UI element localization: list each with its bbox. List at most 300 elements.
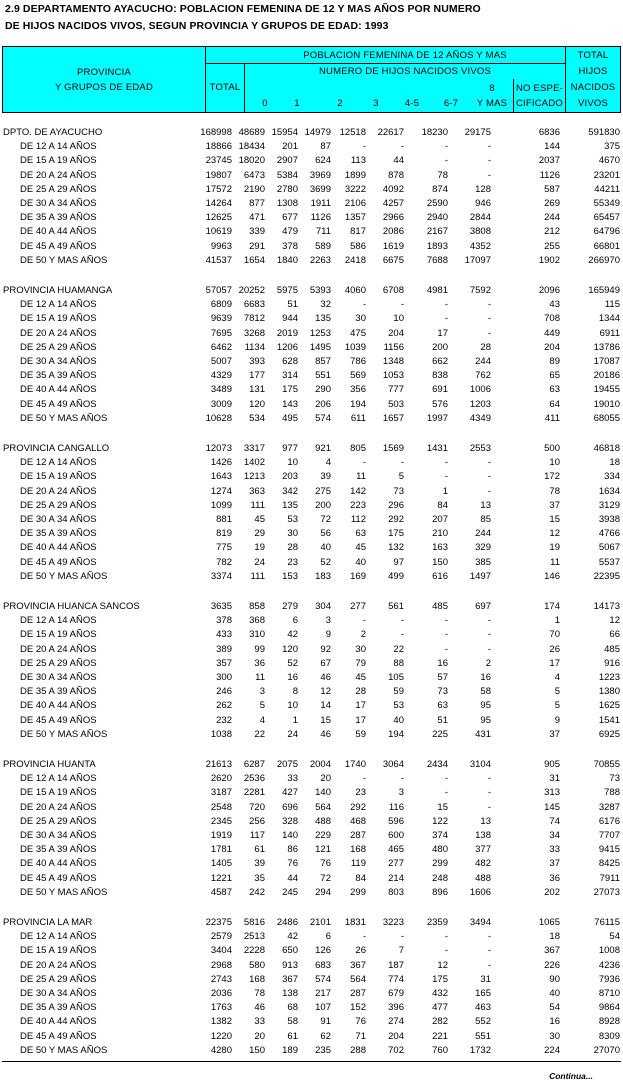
cell-value: 232 xyxy=(216,714,232,726)
row-label: DE 20 A 24 AÑOS xyxy=(20,485,97,497)
cell-value: 881 xyxy=(216,514,232,525)
cell-value: 37 xyxy=(549,728,560,740)
header-total-hijos-line-1: TOTAL xyxy=(577,50,609,61)
cell-value: 224 xyxy=(544,1044,560,1056)
cell-value: 269 xyxy=(544,198,560,209)
cell-value: 70 xyxy=(549,629,560,641)
cell-value: 120 xyxy=(282,643,298,655)
cell-value: 2096 xyxy=(538,285,560,296)
header-total-hijos-line-3: NACIDOS xyxy=(570,82,616,93)
cell-value: 471 xyxy=(249,212,265,224)
cell-value: 4 xyxy=(259,714,265,726)
cell-value: - xyxy=(487,169,491,181)
cell-value: 697 xyxy=(475,601,491,612)
age-group-row xyxy=(0,212,623,226)
row-label: DE 35 A 39 AÑOS xyxy=(20,212,97,224)
cell-value: 2536 xyxy=(243,773,265,785)
cell-value: - xyxy=(362,615,366,627)
cell-value: 26 xyxy=(355,945,366,957)
cell-value: 115 xyxy=(604,299,620,311)
cell-value: 45 xyxy=(355,542,366,554)
row-label: DE 40 A 44 AÑOS xyxy=(20,700,97,712)
cell-value: 59 xyxy=(393,686,404,698)
cell-value: 91 xyxy=(320,1016,331,1028)
cell-value: 22617 xyxy=(377,127,404,138)
cell-value: 2037 xyxy=(538,155,560,167)
cell-value: 819 xyxy=(216,528,232,540)
cell-value: 368 xyxy=(249,615,265,627)
cell-value: 204 xyxy=(388,327,404,339)
cell-value: 113 xyxy=(350,155,366,167)
age-group-row xyxy=(0,686,623,700)
cell-value: 1634 xyxy=(598,485,620,497)
cell-value: 37 xyxy=(549,499,560,511)
cell-value: 5975 xyxy=(276,285,298,296)
cell-value: 624 xyxy=(315,155,331,167)
cell-value: 5 xyxy=(554,700,560,712)
cell-value: 2359 xyxy=(426,917,448,928)
cell-value: 482 xyxy=(475,858,491,870)
row-label: DE 15 A 19 AÑOS xyxy=(20,945,97,957)
cell-value: 564 xyxy=(315,801,331,813)
table-title-line-2: DE HIJOS NACIDOS VIVOS, SEGUN PROVINCIA Y GRUPOS DE EDAD: 1993 xyxy=(5,20,389,32)
age-group-row xyxy=(0,356,623,370)
cell-value: 921 xyxy=(315,443,331,454)
cell-value: 15 xyxy=(549,514,560,525)
cell-value: 68 xyxy=(287,1002,298,1014)
cell-value: 221 xyxy=(432,1030,448,1042)
cell-value: 3222 xyxy=(344,183,366,195)
cell-value: 480 xyxy=(432,844,448,856)
cell-value: 16 xyxy=(437,657,448,669)
cell-value: 12518 xyxy=(339,127,366,138)
cell-value: 357 xyxy=(216,657,232,669)
cell-value: 5 xyxy=(259,700,265,712)
cell-value: 551 xyxy=(475,1030,491,1042)
cell-value: 6287 xyxy=(243,759,265,770)
row-label: DE 15 A 19 AÑOS xyxy=(20,629,97,641)
cell-value: 18230 xyxy=(421,127,448,138)
cell-value: 244 xyxy=(475,528,491,540)
cell-value: 7688 xyxy=(426,254,448,266)
cell-value: 64 xyxy=(549,398,560,410)
cell-value: 432 xyxy=(432,988,448,999)
cell-value: 175 xyxy=(282,384,298,396)
cell-value: - xyxy=(487,485,491,497)
cell-value: 874 xyxy=(432,183,448,195)
cell-value: 7936 xyxy=(598,973,620,985)
cell-value: 9864 xyxy=(598,1002,620,1014)
cell-value: 431 xyxy=(475,728,491,740)
cell-value: 1426 xyxy=(210,457,232,469)
cell-value: 169 xyxy=(350,570,366,582)
row-label: DE 50 Y MAS AÑOS xyxy=(20,254,108,266)
cell-value: 8309 xyxy=(598,1030,620,1042)
cell-value: 287 xyxy=(350,988,366,999)
cell-value: 3494 xyxy=(469,917,491,928)
row-label: DE 12 A 14 AÑOS xyxy=(20,457,97,469)
cell-value: - xyxy=(487,629,491,641)
cell-value: - xyxy=(487,327,491,339)
cell-value: - xyxy=(444,643,448,655)
cell-value: 10 xyxy=(287,700,298,712)
cell-value: 2590 xyxy=(426,198,448,209)
cell-value: 3404 xyxy=(210,945,232,957)
cell-value: 19 xyxy=(254,542,265,554)
cell-value: 33 xyxy=(254,1016,265,1028)
cell-value: 262 xyxy=(216,700,232,712)
header-col-6-7: 6-7 xyxy=(443,98,459,109)
cell-value: 1619 xyxy=(382,240,404,252)
cell-value: - xyxy=(444,931,448,943)
cell-value: 1654 xyxy=(243,254,265,266)
row-label: DE 25 A 29 AÑOS xyxy=(20,657,97,669)
cell-value: 74 xyxy=(549,815,560,827)
cell-value: 84 xyxy=(437,499,448,511)
row-label: DE 40 A 44 AÑOS xyxy=(20,858,97,870)
cell-value: 13 xyxy=(480,815,491,827)
cell-value: 57 xyxy=(437,672,448,683)
cell-value: 877 xyxy=(249,198,265,209)
age-group-row xyxy=(0,700,623,714)
cell-value: 63 xyxy=(437,700,448,712)
row-label: DE 40 A 44 AÑOS xyxy=(20,384,97,396)
cell-value: 145 xyxy=(544,801,560,813)
cell-value: 616 xyxy=(432,570,448,582)
cell-value: 3374 xyxy=(210,570,232,582)
cell-value: 2486 xyxy=(276,917,298,928)
cell-value: 45 xyxy=(355,672,366,683)
cell-value: 12 xyxy=(320,686,331,698)
cell-value: 2036 xyxy=(210,988,232,999)
age-group-row xyxy=(0,644,623,658)
cell-value: 62 xyxy=(320,1030,331,1042)
cell-value: 52 xyxy=(320,556,331,568)
cell-value: 44211 xyxy=(594,183,620,195)
cell-value: 23 xyxy=(287,556,298,568)
cell-value: 187 xyxy=(388,959,404,971)
age-group-row xyxy=(0,1002,623,1016)
cell-value: 367 xyxy=(282,973,298,985)
cell-value: 28 xyxy=(287,542,298,554)
cell-value: 142 xyxy=(350,485,366,497)
cell-value: 300 xyxy=(216,672,232,683)
cell-value: 576 xyxy=(432,398,448,410)
cell-value: - xyxy=(444,155,448,167)
cell-value: 111 xyxy=(250,570,265,582)
cell-value: 1893 xyxy=(426,240,448,252)
cell-value: 1156 xyxy=(383,341,404,353)
cell-value: 3009 xyxy=(210,398,232,410)
cell-value: 23745 xyxy=(205,155,232,167)
cell-value: 9 xyxy=(325,629,331,641)
cell-value: 73 xyxy=(609,773,620,785)
cell-value: 99 xyxy=(254,643,265,655)
cell-value: 1380 xyxy=(598,686,620,698)
cell-value: 6911 xyxy=(599,327,620,339)
age-group-row xyxy=(0,571,623,585)
cell-value: 183 xyxy=(315,570,331,582)
cell-value: 720 xyxy=(249,801,265,813)
cell-value: 30 xyxy=(355,313,366,325)
cell-value: 564 xyxy=(350,973,366,985)
row-label: DE 25 A 29 AÑOS xyxy=(20,341,97,353)
age-group-row xyxy=(0,486,623,500)
cell-value: 88 xyxy=(393,657,404,669)
cell-value: 2004 xyxy=(309,759,331,770)
cell-value: 8425 xyxy=(598,858,620,870)
cell-value: - xyxy=(362,773,366,785)
age-group-row xyxy=(0,988,623,1002)
cell-value: 463 xyxy=(475,1002,491,1014)
cell-value: 23 xyxy=(355,787,366,799)
age-group-row xyxy=(0,816,623,830)
cell-value: 18434 xyxy=(238,141,265,153)
cell-value: 153 xyxy=(282,570,298,582)
cell-value: 946 xyxy=(475,198,491,209)
cell-value: 1902 xyxy=(538,254,560,266)
cell-value: - xyxy=(444,773,448,785)
cell-value: 1126 xyxy=(539,169,560,181)
cell-value: 15 xyxy=(320,714,331,726)
cell-value: 143 xyxy=(282,398,298,410)
cell-value: 1402 xyxy=(243,457,265,469)
cell-value: 40 xyxy=(355,556,366,568)
cell-value: 916 xyxy=(604,657,620,669)
age-group-row xyxy=(0,858,623,872)
cell-value: 163 xyxy=(432,542,448,554)
cell-value: 5816 xyxy=(243,917,265,928)
cell-value: 56 xyxy=(320,528,331,540)
cell-value: 367 xyxy=(350,959,366,971)
cell-value: 189 xyxy=(282,1044,298,1056)
cell-value: 3129 xyxy=(598,499,620,511)
age-group-row xyxy=(0,629,623,643)
cell-value: 17 xyxy=(355,714,366,726)
cell-value: 9639 xyxy=(210,313,232,325)
age-group-row xyxy=(0,1031,623,1045)
cell-value: 495 xyxy=(282,412,298,424)
cell-value: 1763 xyxy=(210,1002,232,1014)
cell-value: 356 xyxy=(350,384,366,396)
cell-value: 150 xyxy=(432,556,448,568)
cell-value: 12 xyxy=(549,528,560,540)
cell-value: 569 xyxy=(350,370,366,382)
header-col-1: 1 xyxy=(294,98,300,109)
cell-value: 292 xyxy=(388,514,404,525)
cell-value: 3223 xyxy=(382,917,404,928)
cell-value: 782 xyxy=(216,556,232,568)
cell-value: 4352 xyxy=(469,240,491,252)
cell-value: 389 xyxy=(216,643,232,655)
cell-value: 1344 xyxy=(598,313,620,325)
cell-value: 172 xyxy=(544,471,560,483)
cell-value: 1 xyxy=(554,615,560,627)
cell-value: 310 xyxy=(249,629,265,641)
age-group-row xyxy=(0,960,623,974)
cell-value: 42 xyxy=(287,629,298,641)
cell-value: 20252 xyxy=(238,285,265,296)
row-label: DE 12 A 14 AÑOS xyxy=(20,141,97,153)
cell-value: 591830 xyxy=(588,127,620,138)
age-group-row xyxy=(0,141,623,155)
row-label: DE 30 A 34 AÑOS xyxy=(20,988,97,999)
cell-value: 43 xyxy=(549,299,560,311)
age-group-row xyxy=(0,658,623,672)
province-total-row xyxy=(0,759,623,773)
cell-value: - xyxy=(444,945,448,957)
cell-value: 363 xyxy=(249,485,265,497)
cell-value: 10619 xyxy=(205,226,232,238)
cell-value: 28 xyxy=(355,686,366,698)
cell-value: 78 xyxy=(437,169,448,181)
cell-value: 662 xyxy=(432,356,448,367)
cell-value: 95 xyxy=(480,714,491,726)
cell-value: 1840 xyxy=(276,254,298,266)
cell-value: 290 xyxy=(315,384,331,396)
cell-value: - xyxy=(487,155,491,167)
cell-value: 217 xyxy=(315,988,331,999)
cell-value: 48689 xyxy=(238,127,265,138)
row-label: PROVINCIA LA MAR xyxy=(3,917,93,928)
cell-value: 44 xyxy=(393,155,404,167)
province-total-row xyxy=(0,601,623,615)
cell-value: 3187 xyxy=(210,787,232,799)
cell-value: 255 xyxy=(544,240,560,252)
cell-value: - xyxy=(487,931,491,943)
cell-value: 1213 xyxy=(243,471,265,483)
header-col-4-5: 4-5 xyxy=(404,98,420,109)
age-group-row xyxy=(0,299,623,313)
age-group-row xyxy=(0,830,623,844)
cell-value: 342 xyxy=(282,485,298,497)
cell-value: 1382 xyxy=(210,1016,232,1028)
cell-value: 1039 xyxy=(344,341,366,353)
cell-value: 878 xyxy=(388,169,404,181)
cell-value: 64796 xyxy=(593,226,620,238)
cell-value: - xyxy=(444,457,448,469)
age-group-row xyxy=(0,873,623,887)
cell-value: 2281 xyxy=(243,787,265,799)
cell-value: 4092 xyxy=(382,183,404,195)
cell-value: 89 xyxy=(549,356,560,367)
cell-value: 30 xyxy=(287,528,298,540)
cell-value: 194 xyxy=(350,398,366,410)
cell-value: 1405 xyxy=(210,858,232,870)
cell-value: 775 xyxy=(216,542,232,554)
cell-value: 135 xyxy=(315,313,331,325)
age-group-row xyxy=(0,615,623,629)
cell-value: 4670 xyxy=(598,155,620,167)
cell-value: 92 xyxy=(320,643,331,655)
cell-value: 1732 xyxy=(469,1044,491,1056)
cell-value: 67 xyxy=(320,657,331,669)
row-label: DE 50 Y MAS AÑOS xyxy=(20,570,108,582)
cell-value: 574 xyxy=(315,412,331,424)
cell-value: 313 xyxy=(544,787,560,799)
row-label: DE 15 A 19 AÑOS xyxy=(20,787,97,799)
cell-value: 2907 xyxy=(276,155,298,167)
cell-value: 120 xyxy=(249,398,265,410)
cell-value: 3 xyxy=(398,787,404,799)
cell-value: 14 xyxy=(320,700,331,712)
cell-value: 8 xyxy=(292,686,298,698)
cell-value: 683 xyxy=(315,959,331,971)
cell-value: 17 xyxy=(437,327,448,339)
cell-value: 46818 xyxy=(593,443,620,454)
cell-value: 204 xyxy=(544,341,560,353)
cell-value: 2075 xyxy=(276,759,298,770)
cell-value: 244 xyxy=(544,212,560,224)
cell-value: - xyxy=(400,773,404,785)
cell-value: 17 xyxy=(549,657,560,669)
cell-value: 72 xyxy=(320,514,331,525)
cell-value: 116 xyxy=(388,801,404,813)
cell-value: 39 xyxy=(320,471,331,483)
cell-value: 4329 xyxy=(210,370,232,382)
cell-value: 76 xyxy=(320,858,331,870)
cell-value: 499 xyxy=(388,570,404,582)
cell-value: 126 xyxy=(315,945,331,957)
cell-value: 485 xyxy=(604,643,620,655)
row-label: DE 25 A 29 AÑOS xyxy=(20,815,97,827)
cell-value: 2548 xyxy=(210,801,232,813)
cell-value: 51 xyxy=(287,299,298,311)
cell-value: 274 xyxy=(388,1016,404,1028)
cell-value: 146 xyxy=(544,570,560,582)
cell-value: 1206 xyxy=(276,341,298,353)
row-label: DE 25 A 29 AÑOS xyxy=(20,183,97,195)
header-total: TOTAL xyxy=(209,82,241,93)
cell-value: 6809 xyxy=(210,299,232,311)
cell-value: 76 xyxy=(355,1016,366,1028)
cell-value: 2780 xyxy=(276,183,298,195)
cell-value: 54 xyxy=(549,1002,560,1014)
cell-value: 4236 xyxy=(598,959,620,971)
cell-value: 242 xyxy=(249,886,265,898)
age-group-row xyxy=(0,241,623,255)
cell-value: 328 xyxy=(282,815,298,827)
cell-value: 55349 xyxy=(593,198,620,209)
cell-value: 3699 xyxy=(309,183,331,195)
cell-value: 488 xyxy=(475,872,491,884)
cell-value: 1625 xyxy=(598,700,620,712)
cell-value: 805 xyxy=(350,443,366,454)
cell-value: - xyxy=(487,643,491,655)
cell-value: 2968 xyxy=(210,959,232,971)
cell-value: 68055 xyxy=(593,412,620,424)
cell-value: 6683 xyxy=(243,299,265,311)
cell-value: - xyxy=(487,945,491,957)
cell-value: - xyxy=(362,141,366,153)
cell-value: 552 xyxy=(475,1016,491,1028)
cell-value: - xyxy=(444,629,448,641)
cell-value: 1006 xyxy=(469,384,491,396)
row-label: DE 15 A 19 AÑOS xyxy=(20,155,97,167)
cell-value: - xyxy=(444,141,448,153)
cell-value: 1497 xyxy=(469,570,491,582)
cell-value: 6708 xyxy=(382,285,404,296)
cell-value: - xyxy=(444,299,448,311)
cell-value: 194 xyxy=(388,728,404,740)
cell-value: 22395 xyxy=(593,570,620,582)
cell-value: 503 xyxy=(388,398,404,410)
cell-value: 760 xyxy=(432,1044,448,1056)
cell-value: 304 xyxy=(315,601,331,612)
row-label: DE 25 A 29 AÑOS xyxy=(20,973,97,985)
cell-value: 589 xyxy=(315,240,331,252)
cell-value: 202 xyxy=(544,886,560,898)
